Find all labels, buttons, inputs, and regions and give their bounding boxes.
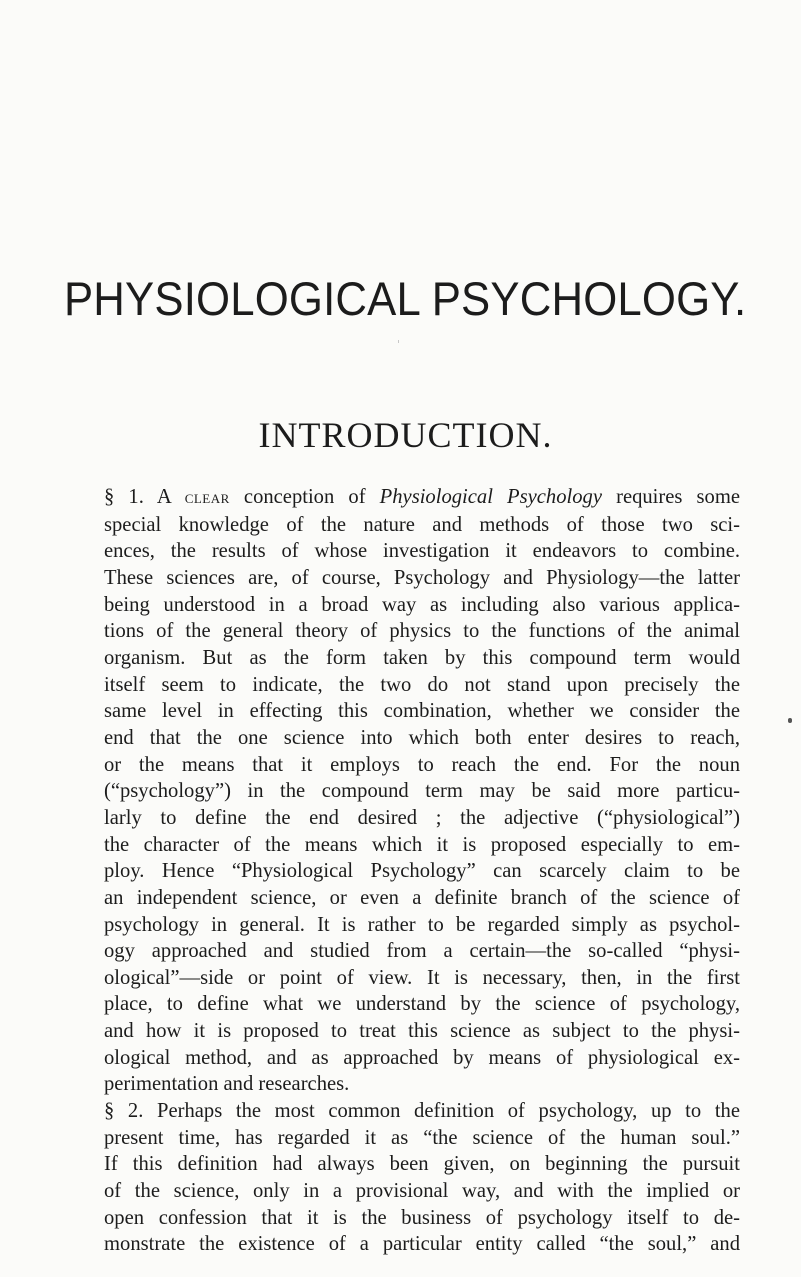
text-line: of the science, only in a provisional way, and with the implied or [104,1180,740,1203]
text-line: ological method, and as approached by means of physiological ex- [104,1046,740,1069]
text-line: special knowledge of the nature and methods of those two sci- [104,513,740,536]
ink-speck [788,718,792,723]
text-line: larly to define the end desired ; the adjective (“physiological”) [104,806,740,829]
text-line: an independent science, or even a definite branch of the science of [104,886,740,909]
text-line: and how it is proposed to treat this science as subject to the physi- [104,1020,740,1043]
text-line: being understood in a broad way as including also various applica- [104,593,740,616]
text-line: open confession that it is the business of psychology itself to de- [104,1206,740,1229]
text-line: ploy. Hence “Physiological Psychology” can scarcely claim to be [104,860,740,883]
text-line: ogy approached and studied from a certain—the so-called “physi- [104,940,740,963]
text-line: place, to define what we understand by the science of psychology, [104,993,740,1016]
page-title: PHYSIOLOGICAL PSYCHOLOGY. [63,272,747,325]
text-line: psychology in general. It is rather to be regarded simply as psychol- [104,913,740,936]
text-line: tions of the general theory of physics to the functions of the animal [104,620,740,643]
text-line: end that the one science into which both enter desires to reach, [104,726,740,749]
text-line: ological”—side or point of view. It is necessary, then, in the first [104,966,740,989]
text-line: If this definition had always been given, on beginning the pursuit [104,1153,740,1176]
section-heading: INTRODUCTION. [258,415,553,455]
text-line: same level in effecting this combination, whether we consider the [104,700,740,723]
text-line: ences, the results of whose investigation it endeavors to combine. [104,540,740,563]
text-line: These sciences are, of course, Psychology and Physiology—the latter [104,566,740,589]
text-line: perimentation and researches. [104,1073,350,1096]
text-line: monstrate the existence of a particular entity called “the soul,” and [104,1233,740,1256]
text-line: § 1. A clear conception of Physiological Psychology requires some [104,486,740,508]
body-text [104,484,740,1258]
text-line: itself seem to indicate, the two do not stand upon precisely the [104,673,740,696]
text-line: or the means that it employs to reach the end. For the noun [104,753,740,776]
text-line: (“psychology”) in the compound term may be said more particu- [104,780,740,803]
text-line: organism. But as the form taken by this compound term would [104,646,740,669]
text-line: § 2. Perhaps the most common definition of psychology, up to the [104,1100,740,1123]
print-mark [398,340,399,343]
text-line: present time, has regarded it as “the science of the human soul.” [104,1126,740,1149]
text-line: the character of the means which it is proposed especially to em- [104,833,740,856]
